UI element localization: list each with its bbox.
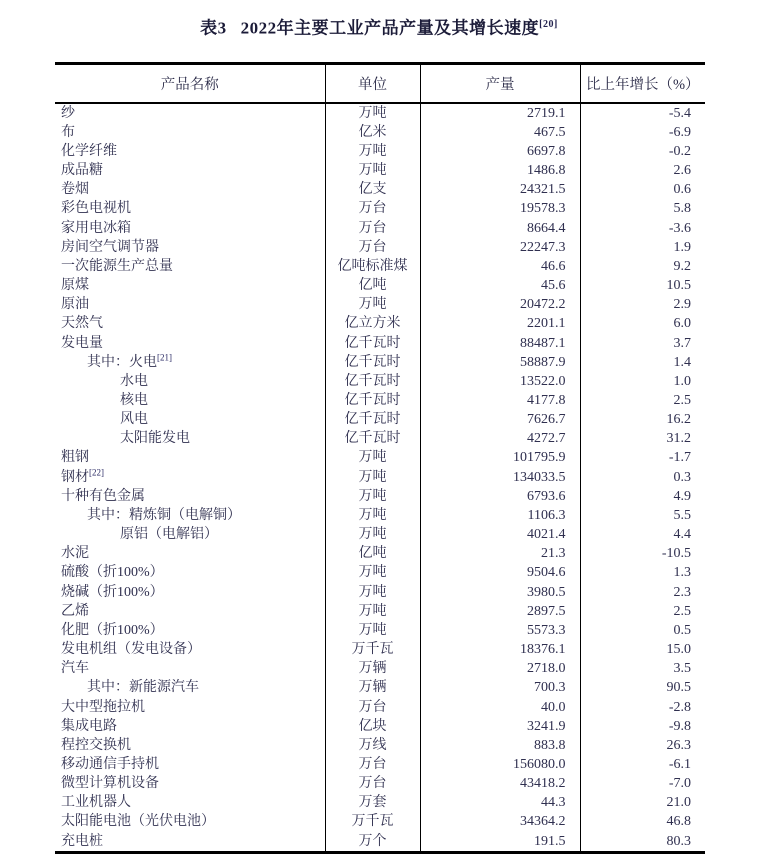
output-value-cell: 3241.9: [420, 717, 580, 736]
growth-value-cell: -5.4: [668, 105, 691, 121]
unit-cell: 亿米: [325, 123, 420, 142]
table-row: [55, 717, 705, 736]
growth-value-cell: -10.5: [661, 546, 691, 562]
growth-value-cell: -0.2: [668, 143, 691, 159]
growth-value-cell: -7.0: [668, 776, 691, 792]
output-value-cell: 467.5: [420, 123, 580, 142]
unit-cell: 亿立方米: [325, 314, 420, 333]
product-name-cell: 水电: [55, 372, 325, 391]
product-name-cell: 烧碱（折100%）: [55, 583, 325, 602]
growth-value-cell: 15.0: [666, 642, 691, 658]
output-value-cell: 18376.1: [420, 640, 580, 659]
product-name-cell: 核电: [55, 391, 325, 410]
column-header-growth: 比上年增长（%）: [580, 63, 705, 103]
growth-value-cell: -6.9: [668, 124, 691, 140]
table-row: [55, 468, 705, 487]
output-value-cell: 3980.5: [420, 583, 580, 602]
growth-value-cell: 80.3: [666, 833, 691, 849]
unit-cell: 亿吨: [325, 544, 420, 563]
unit-cell: 亿千瓦时: [325, 391, 420, 410]
unit-cell: 万吨: [325, 468, 420, 487]
unit-cell: 万辆: [325, 659, 420, 678]
table-row: [55, 429, 705, 448]
table-row: [55, 525, 705, 544]
output-value-cell: 58887.9: [420, 353, 580, 372]
table-row: [55, 812, 705, 831]
product-name-cell: 太阳能电池（光伏电池）: [55, 812, 325, 831]
unit-cell: 万套: [325, 793, 420, 812]
output-value-cell: 2718.0: [420, 659, 580, 678]
unit-cell: 亿吨: [325, 276, 420, 295]
growth-value-cell: 16.2: [666, 412, 691, 428]
growth-value-cell: 3.7: [673, 335, 691, 351]
growth-value-cell: 9.2: [673, 258, 691, 274]
footnote-ref-20: [20]: [539, 19, 558, 30]
product-name-cell: 乙烯: [55, 602, 325, 621]
output-value-cell: 5573.3: [420, 621, 580, 640]
table-row: [55, 353, 705, 372]
table-row: [55, 257, 705, 276]
table-row: [55, 448, 705, 467]
product-name-cell: 原铝（电解铝）: [55, 525, 325, 544]
growth-value-cell: 31.2: [666, 431, 691, 447]
unit-cell: 万台: [325, 755, 420, 774]
product-name-cell: 家用电冰箱: [55, 219, 325, 238]
product-name-cell: 其中：火电[21]: [55, 353, 325, 372]
output-value-cell: 883.8: [420, 736, 580, 755]
product-name-cell: 布: [55, 123, 325, 142]
column-header-unit: 单位: [325, 63, 420, 103]
output-value-cell: 700.3: [420, 678, 580, 697]
output-value-cell: 43418.2: [420, 774, 580, 793]
table-row: [55, 219, 705, 238]
output-value-cell: 2201.1: [420, 314, 580, 333]
table-row: [55, 334, 705, 353]
product-name-cell: 天然气: [55, 314, 325, 333]
product-name-cell: 粗钢: [55, 448, 325, 467]
unit-cell: 万台: [325, 199, 420, 218]
unit-cell: 万千瓦: [325, 640, 420, 659]
output-value-cell: 34364.2: [420, 812, 580, 831]
table-header: [55, 63, 705, 103]
unit-cell: 万台: [325, 219, 420, 238]
table-row: [55, 142, 705, 161]
table-row: [55, 678, 705, 697]
unit-cell: 万吨: [325, 487, 420, 506]
table-row: [55, 123, 705, 142]
growth-value-cell: 2.3: [673, 584, 691, 600]
product-name-cell: 硫酸（折100%）: [55, 563, 325, 582]
table-row: [55, 410, 705, 429]
growth-value-cell: 1.9: [673, 239, 691, 255]
table-row: [55, 295, 705, 314]
growth-value-cell: 1.0: [673, 373, 691, 389]
growth-value-cell: 2.9: [673, 297, 691, 313]
table-header-row: [55, 63, 705, 103]
growth-value-cell: 4.9: [673, 488, 691, 504]
unit-cell: 万台: [325, 238, 420, 257]
industrial-products-table: [55, 62, 705, 854]
output-value-cell: 4021.4: [420, 525, 580, 544]
product-name-cell: 纱: [55, 103, 325, 123]
table-row: [55, 659, 705, 678]
product-name-cell: 其中：新能源汽车: [55, 678, 325, 697]
table-row: [55, 544, 705, 563]
output-value-cell: 2897.5: [420, 602, 580, 621]
unit-cell: 亿千瓦时: [325, 372, 420, 391]
output-value-cell: 6697.8: [420, 142, 580, 161]
unit-cell: 万吨: [325, 525, 420, 544]
growth-value-cell: -1.7: [668, 450, 691, 466]
output-value-cell: 22247.3: [420, 238, 580, 257]
product-name-cell: 成品糖: [55, 161, 325, 180]
growth-value-cell: 26.3: [666, 737, 691, 753]
growth-value-cell: 4.4: [673, 527, 691, 543]
table-row: [55, 640, 705, 659]
output-value-cell: 19578.3: [420, 199, 580, 218]
table-row: [55, 161, 705, 180]
table-row: [55, 314, 705, 333]
unit-cell: 万吨: [325, 621, 420, 640]
product-name-cell: 微型计算机设备: [55, 774, 325, 793]
product-name-cell: 大中型拖拉机: [55, 698, 325, 717]
output-value-cell: 4177.8: [420, 391, 580, 410]
table-row: [55, 372, 705, 391]
output-value-cell: 45.6: [420, 276, 580, 295]
growth-value-cell: 6.0: [673, 316, 691, 332]
product-name-cell: 化学纤维: [55, 142, 325, 161]
growth-value-cell: 10.5: [666, 278, 691, 294]
table-row: [55, 276, 705, 295]
table-row: [55, 755, 705, 774]
column-header-output: 产量: [420, 63, 580, 103]
unit-cell: 亿支: [325, 180, 420, 199]
growth-value-cell: -6.1: [668, 756, 691, 772]
product-name-cell: 十种有色金属: [55, 487, 325, 506]
table-title-label: 表3: [200, 18, 227, 38]
output-value-cell: 6793.6: [420, 487, 580, 506]
output-value-cell: 88487.1: [420, 334, 580, 353]
output-value-cell: 44.3: [420, 793, 580, 812]
unit-cell: 亿千瓦时: [325, 353, 420, 372]
product-name-cell: 水泥: [55, 544, 325, 563]
unit-cell: 万吨: [325, 448, 420, 467]
unit-cell: 亿块: [325, 717, 420, 736]
product-name-cell: 汽车: [55, 659, 325, 678]
output-value-cell: 20472.2: [420, 295, 580, 314]
unit-cell: 万辆: [325, 678, 420, 697]
table-row: [55, 238, 705, 257]
unit-cell: 万吨: [325, 161, 420, 180]
growth-value-cell: 0.6: [673, 182, 691, 198]
unit-cell: 万千瓦: [325, 812, 420, 831]
table-row: [55, 199, 705, 218]
unit-cell: 万吨: [325, 583, 420, 602]
product-name-cell: 原煤: [55, 276, 325, 295]
growth-value-cell: 2.6: [673, 163, 691, 179]
table-row: [55, 793, 705, 812]
growth-value-cell: 2.5: [673, 603, 691, 619]
output-value-cell: 7626.7: [420, 410, 580, 429]
product-name-cell: 发电量: [55, 334, 325, 353]
product-name-cell: 充电桩: [55, 832, 325, 853]
product-name-cell: 钢材[22]: [55, 468, 325, 487]
product-name-cell: 发电机组（发电设备）: [55, 640, 325, 659]
output-value-cell: 101795.9: [420, 448, 580, 467]
product-name-cell: 房间空气调节器: [55, 238, 325, 257]
unit-cell: 亿千瓦时: [325, 334, 420, 353]
output-value-cell: 21.3: [420, 544, 580, 563]
growth-value-cell: 0.3: [673, 469, 691, 485]
product-name-cell: 移动通信手持机: [55, 755, 325, 774]
table-row: [55, 621, 705, 640]
output-value-cell: 156080.0: [420, 755, 580, 774]
growth-value-cell: 21.0: [666, 795, 691, 811]
table-row: [55, 563, 705, 582]
product-name-cell: 化肥（折100%）: [55, 621, 325, 640]
footnote-ref: [21]: [157, 352, 172, 363]
output-value-cell: 9504.6: [420, 563, 580, 582]
unit-cell: 亿吨标准煤: [325, 257, 420, 276]
product-name-cell: 风电: [55, 410, 325, 429]
product-name-cell: 集成电路: [55, 717, 325, 736]
output-value-cell: 191.5: [420, 832, 580, 853]
table-row: [55, 391, 705, 410]
unit-cell: 万吨: [325, 142, 420, 161]
product-name-cell: 工业机器人: [55, 793, 325, 812]
table-row: [55, 583, 705, 602]
unit-cell: 亿千瓦时: [325, 410, 420, 429]
unit-cell: 万个: [325, 832, 420, 853]
growth-value-cell: 1.3: [673, 565, 691, 581]
product-name-cell: 一次能源生产总量: [55, 257, 325, 276]
product-name-cell: 太阳能发电: [55, 429, 325, 448]
footnote-ref: [22]: [89, 467, 104, 477]
growth-value-cell: 1.4: [673, 354, 691, 370]
table-body: [55, 103, 705, 853]
table-row: [55, 698, 705, 717]
growth-value-cell: 5.5: [673, 507, 691, 523]
table-title: [0, 0, 758, 41]
output-value-cell: 1106.3: [420, 506, 580, 525]
table-row: [55, 506, 705, 525]
output-value-cell: 24321.5: [420, 180, 580, 199]
output-value-cell: 46.6: [420, 257, 580, 276]
table-row: [55, 736, 705, 755]
unit-cell: 万线: [325, 736, 420, 755]
table-row: [55, 832, 705, 853]
output-value-cell: 40.0: [420, 698, 580, 717]
output-value-cell: 134033.5: [420, 468, 580, 487]
product-name-cell: 原油: [55, 295, 325, 314]
unit-cell: 万吨: [325, 103, 420, 123]
unit-cell: 万台: [325, 774, 420, 793]
table-row: [55, 487, 705, 506]
growth-value-cell: -3.6: [668, 220, 691, 236]
growth-value-cell: 3.5: [673, 661, 691, 677]
growth-value-cell: 2.5: [673, 393, 691, 408]
output-value-cell: 13522.0: [420, 372, 580, 391]
table-row: [55, 602, 705, 621]
output-value-cell: 1486.8: [420, 161, 580, 180]
output-value-cell: 4272.7: [420, 429, 580, 448]
unit-cell: 万台: [325, 698, 420, 717]
table-row: [55, 103, 705, 123]
output-value-cell: 2719.1: [420, 103, 580, 123]
table-title-text: 2022年主要工业产品产量及其增长速度: [240, 18, 540, 38]
unit-cell: 万吨: [325, 295, 420, 314]
unit-cell: 万吨: [325, 602, 420, 621]
unit-cell: 万吨: [325, 563, 420, 582]
growth-value-cell: 90.5: [666, 680, 691, 696]
product-name-cell: 程控交换机: [55, 736, 325, 755]
unit-cell: 亿千瓦时: [325, 429, 420, 448]
growth-value-cell: -9.8: [668, 718, 691, 734]
growth-value-cell: 5.8: [673, 201, 691, 217]
table-row: [55, 774, 705, 793]
growth-value-cell: -2.8: [668, 699, 691, 715]
unit-cell: 万吨: [325, 506, 420, 525]
product-name-cell: 卷烟: [55, 180, 325, 199]
table-row: [55, 180, 705, 199]
growth-value-cell: 46.8: [666, 814, 691, 830]
column-header-product-name: 产品名称: [55, 63, 325, 103]
growth-value-cell: 0.5: [673, 622, 691, 638]
product-name-cell: 彩色电视机: [55, 199, 325, 218]
product-name-cell: 其中：精炼铜（电解铜）: [55, 506, 325, 525]
output-value-cell: 8664.4: [420, 219, 580, 238]
